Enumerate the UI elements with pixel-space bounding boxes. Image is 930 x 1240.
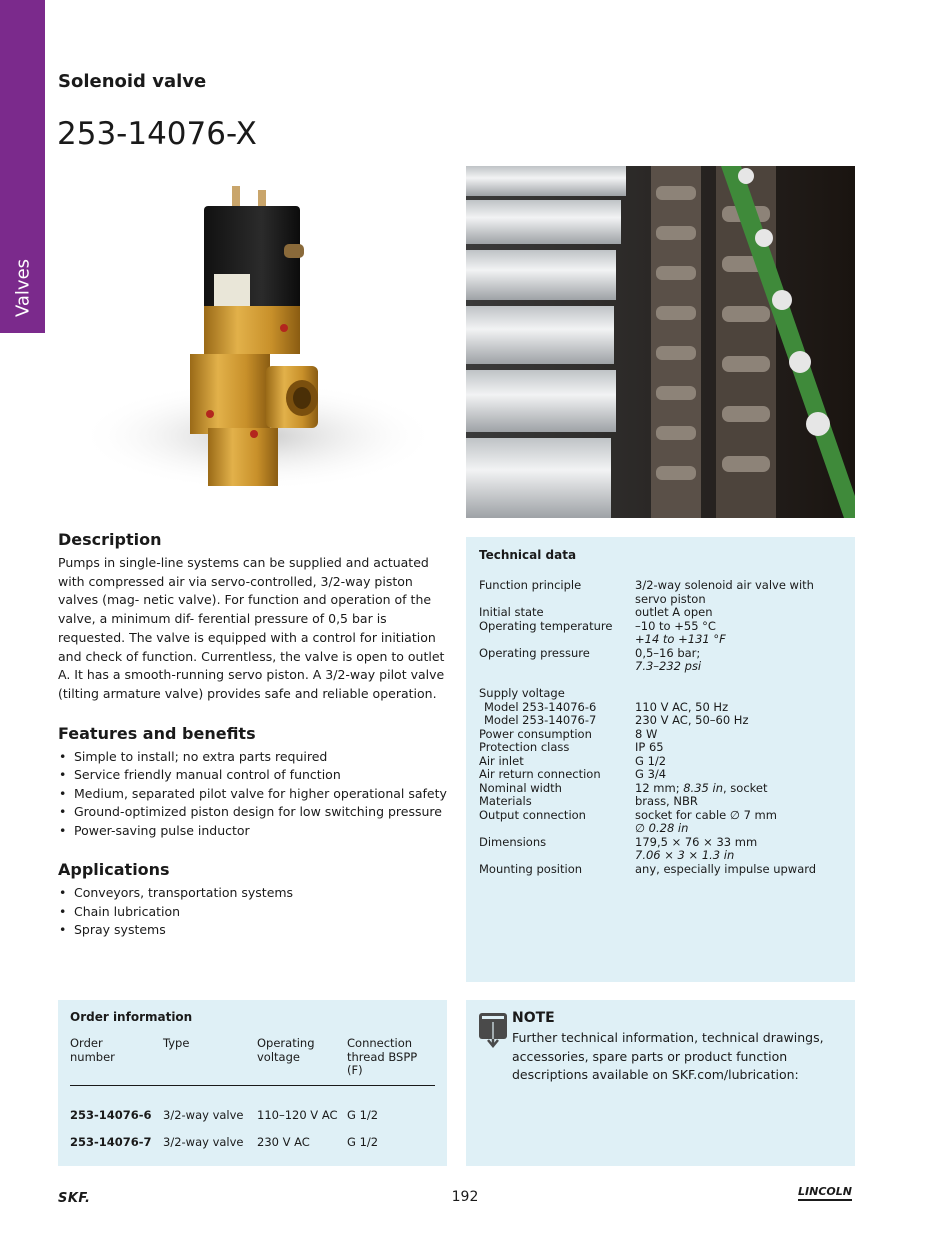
list-item: • Service friendly manual control of function bbox=[58, 766, 448, 785]
table-row bbox=[479, 768, 842, 782]
tech-value-line: ∅ 0.28 in bbox=[635, 821, 689, 835]
applications-heading: Applications bbox=[58, 860, 170, 880]
tech-value bbox=[635, 795, 842, 809]
order-type: 3/2-way valve bbox=[163, 1107, 244, 1122]
note-book-icon bbox=[478, 1012, 508, 1048]
tech-key: Model 253-14076-6 bbox=[484, 699, 597, 714]
header-line: Connection bbox=[347, 1036, 413, 1050]
tech-key: Function principle bbox=[479, 578, 582, 592]
tech-value bbox=[635, 755, 842, 769]
header-order-number bbox=[70, 1037, 163, 1078]
tech-value-line: 110 V AC, 50 Hz bbox=[635, 699, 729, 714]
tech-value-line: IP 65 bbox=[635, 740, 664, 754]
tech-value-line: 179,5 × 76 × 33 mm bbox=[635, 834, 758, 849]
technical-data-table bbox=[479, 579, 842, 876]
note-title: NOTE bbox=[512, 1010, 555, 1026]
tech-key: Air inlet bbox=[479, 753, 524, 768]
tech-value bbox=[635, 714, 842, 728]
tech-key: Materials bbox=[479, 794, 532, 808]
table-row bbox=[70, 1135, 435, 1149]
tech-value-line: servo piston bbox=[635, 591, 706, 606]
technical-data-panel bbox=[466, 537, 855, 982]
tech-key: Output connection bbox=[479, 807, 586, 822]
tech-value bbox=[635, 701, 842, 715]
tech-key: Operating pressure bbox=[479, 645, 590, 660]
tech-value bbox=[635, 579, 842, 606]
tech-value-line: outlet A open bbox=[635, 605, 713, 619]
page-number: 192 bbox=[451, 1189, 479, 1205]
tech-value bbox=[635, 728, 842, 742]
table-row bbox=[70, 1108, 435, 1122]
tech-value bbox=[635, 809, 842, 836]
header-line: Order bbox=[70, 1036, 103, 1050]
table-row bbox=[479, 836, 842, 863]
solenoid-valve-image bbox=[58, 166, 453, 516]
table-row bbox=[479, 701, 842, 715]
table-row bbox=[479, 755, 842, 769]
tech-key bbox=[479, 674, 635, 688]
tech-key: Air return connection bbox=[479, 767, 601, 781]
tech-value-line: socket for cable ∅ 7 mm bbox=[635, 807, 777, 822]
list-item: • Chain lubrication bbox=[58, 903, 448, 922]
tech-key: Operating temperature bbox=[479, 618, 613, 633]
tech-value-line: +14 to +131 °F bbox=[635, 632, 726, 646]
note-text: Further technical information, technical drawings, accessories, spare parts or product function descriptions available on SKF.com/lubrication: bbox=[512, 1030, 824, 1082]
order-voltage: 110–120 V AC bbox=[257, 1107, 338, 1122]
page-title: 253-14076-X bbox=[57, 116, 257, 152]
table-row bbox=[479, 620, 842, 647]
list-item: • Conveyors, transportation systems bbox=[58, 884, 448, 903]
tech-value bbox=[635, 606, 842, 620]
tech-value bbox=[635, 647, 842, 674]
table-row bbox=[479, 714, 842, 728]
table-row bbox=[479, 579, 842, 606]
features-section bbox=[58, 724, 448, 841]
tech-value-line: –10 to +55 °C bbox=[635, 618, 716, 633]
order-table-header bbox=[70, 1037, 435, 1086]
tech-value bbox=[635, 863, 842, 877]
left-column bbox=[58, 530, 448, 940]
tech-value-line: 7.06 × 3 × 1.3 in bbox=[635, 848, 735, 862]
description-section bbox=[58, 530, 448, 704]
tech-value-line: any, especially impulse upward bbox=[635, 861, 817, 876]
tech-key: Nominal width bbox=[479, 780, 562, 795]
description-text: Pumps in single-line systems can be supplied and actuated with compressed air via servo-controlled, 3/2-way piston valves (mag- netic valve). For function and operation of the valve, a minimum dif- ferential pressure of 0,5 bar is requested. The valve is equipped with a control for initiation and check of function. Currentless, the valve is open to outlet A. It has a smooth-running servo piston. A 3/2-way pilot valve (tilting armature valve) provides safe and reliable operation. bbox=[58, 555, 445, 701]
header-voltage bbox=[257, 1037, 347, 1078]
tech-key: Protection class bbox=[479, 740, 570, 754]
page-subtitle: Solenoid valve bbox=[58, 71, 207, 92]
technical-data-title: Technical data bbox=[479, 548, 577, 562]
table-row bbox=[479, 741, 842, 755]
list-item: • Spray systems bbox=[58, 921, 448, 940]
tech-value bbox=[635, 836, 842, 863]
note-panel bbox=[466, 1000, 855, 1166]
table-row bbox=[479, 863, 842, 877]
tech-value-part: 12 mm; bbox=[635, 780, 684, 795]
tech-value bbox=[635, 687, 842, 701]
tech-key: Model 253-14076-7 bbox=[484, 713, 597, 727]
applications-section bbox=[58, 860, 448, 940]
table-row bbox=[479, 606, 842, 620]
tech-value-line: 230 V AC, 50–60 Hz bbox=[635, 713, 749, 727]
order-thread: G 1/2 bbox=[347, 1134, 379, 1149]
order-voltage: 230 V AC bbox=[257, 1134, 310, 1149]
table-row bbox=[479, 795, 842, 809]
skf-logo: SKF. bbox=[58, 1191, 91, 1206]
tech-value-part: 8.35 in bbox=[683, 780, 723, 795]
table-row bbox=[479, 728, 842, 742]
header-thread bbox=[347, 1037, 435, 1078]
tech-value-line: G 1/2 bbox=[635, 753, 667, 768]
tech-value-part: , socket bbox=[722, 780, 768, 795]
header-line: thread BSPP (F) bbox=[347, 1049, 418, 1077]
list-item: • Simple to install; no extra parts required bbox=[58, 748, 448, 767]
tech-value bbox=[635, 741, 842, 755]
table-row bbox=[479, 782, 842, 796]
list-item: • Power-saving pulse inductor bbox=[58, 822, 448, 841]
tech-value-line bbox=[635, 782, 842, 796]
table-row bbox=[479, 809, 842, 836]
order-number: 253-14076-6 bbox=[70, 1107, 152, 1122]
tech-key: Supply voltage bbox=[479, 686, 565, 700]
order-type: 3/2-way valve bbox=[163, 1134, 244, 1149]
tech-value-line: brass, NBR bbox=[635, 794, 698, 808]
header-line: voltage bbox=[257, 1049, 300, 1064]
order-number: 253-14076-7 bbox=[70, 1134, 152, 1149]
header-line: Type bbox=[163, 1036, 190, 1050]
tech-value-line: 8 W bbox=[635, 726, 658, 741]
tech-key: Initial state bbox=[479, 605, 544, 619]
tech-value-line: G 3/4 bbox=[635, 767, 667, 781]
order-thread: G 1/2 bbox=[347, 1107, 379, 1122]
lincoln-logo: LINCOLN bbox=[798, 1185, 852, 1201]
order-information-panel bbox=[58, 1000, 447, 1166]
table-row bbox=[479, 687, 842, 701]
header-line: Operating bbox=[257, 1036, 315, 1050]
features-list bbox=[58, 748, 448, 841]
tech-value-line: 0,5–16 bar; bbox=[635, 645, 701, 660]
table-row bbox=[479, 647, 842, 674]
tech-value-line bbox=[635, 674, 842, 688]
applications-list bbox=[58, 884, 448, 940]
table-row bbox=[479, 674, 842, 688]
tech-key: Dimensions bbox=[479, 834, 547, 849]
tech-key: Power consumption bbox=[479, 726, 592, 741]
tech-value bbox=[635, 768, 842, 782]
list-item: • Medium, separated pilot valve for higher operational safety bbox=[58, 785, 448, 804]
tech-value-line: 3/2-way solenoid air valve with bbox=[635, 578, 814, 592]
description-heading: Description bbox=[58, 530, 162, 549]
header-line: number bbox=[70, 1049, 115, 1064]
order-information-title: Order information bbox=[70, 1010, 193, 1024]
header-type bbox=[163, 1037, 257, 1078]
conveyor-photo bbox=[466, 166, 855, 518]
side-tab bbox=[0, 0, 45, 333]
tech-key: Mounting position bbox=[479, 861, 583, 876]
tech-value bbox=[635, 674, 842, 688]
tech-value-line: 7.3–232 psi bbox=[635, 659, 702, 673]
tech-value bbox=[635, 782, 842, 796]
features-heading: Features and benefits bbox=[58, 723, 256, 743]
side-tab-label: Valves bbox=[12, 258, 33, 318]
tech-value bbox=[635, 620, 842, 647]
list-item: • Ground-optimized piston design for low switching pressure bbox=[58, 803, 448, 822]
